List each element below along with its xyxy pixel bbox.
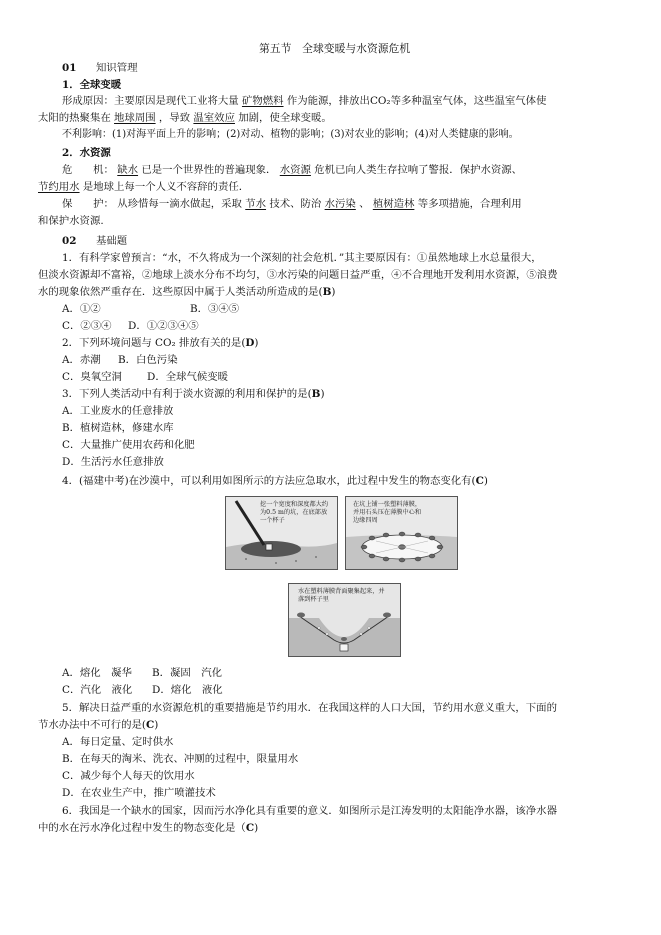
figure-dig-pit-caption: 挖一个宽度和深度都大约为0.5 m的坑，在底部放一个杯子 bbox=[260, 501, 329, 524]
q5-stem-end: 节水办法中不可行的是( bbox=[38, 719, 146, 731]
crisis-line-2 bbox=[38, 182, 249, 192]
q1-close: ) bbox=[331, 286, 336, 298]
q4-option-a: A．熔化 凝华 bbox=[62, 667, 132, 679]
cause-text-mid: 作为能源，排放出CO₂等多种温室气体，这些温室气体使 bbox=[286, 95, 547, 107]
section-label-basic: 基础题 bbox=[96, 235, 128, 247]
q5-close: ) bbox=[154, 719, 159, 731]
q4-close: ) bbox=[483, 475, 488, 487]
protect-text-mid1: 技术、防治 bbox=[269, 198, 322, 210]
blank-water-shortage: 缺水 bbox=[117, 164, 139, 176]
q1-option-c: C．②③④ bbox=[62, 320, 112, 332]
q4-stem bbox=[62, 476, 488, 486]
q3-option-b: B．植树造林，修建水库 bbox=[62, 422, 174, 434]
q5-line-2 bbox=[38, 720, 158, 730]
q3-close: ) bbox=[320, 388, 325, 400]
cause-text-line2-mid: ，导致 bbox=[158, 112, 191, 124]
q6-line-2 bbox=[38, 823, 258, 833]
section-number-02: 02 bbox=[62, 235, 77, 247]
q2-stem-text: 2．下列环境问题与 CO₂ 排放有关的是( bbox=[62, 337, 246, 349]
section-number-01: 01 bbox=[62, 62, 77, 74]
protect-label: 保 护： bbox=[62, 198, 114, 210]
q1-option-a: A．①② bbox=[62, 303, 101, 315]
q4-option-c: C．汽化 液化 bbox=[62, 684, 133, 696]
protect-text-post: 等多项措施，合理利用 bbox=[417, 198, 522, 210]
q3-stem bbox=[62, 389, 325, 399]
figure-cover-plastic bbox=[345, 496, 458, 570]
crisis-text-mid: 已是一个世界性的普遍现象． bbox=[141, 164, 277, 176]
q5-option-b: B．在每天的淘米、洗衣、冲厕的过程中，限量用水 bbox=[62, 753, 299, 765]
q2-answer: D bbox=[245, 337, 255, 349]
q5-line-1: 5．解决日益严重的水资源危机的重要措施是节约用水．在我国这样的人口大国，节约用水意义重大，下面的 bbox=[62, 702, 557, 714]
q1-line-1: 1．有科学家曾预言：“水，不久将成为一个深刻的社会危机．”其主要原因有：①虽然地球上水总量很大， bbox=[62, 252, 542, 264]
q1-line-2: 但淡水资源却不富裕，②地球上淡水分布不均匀，③水污染的问题日益严重，④不合理地开发利用水资源，⑤浪费 bbox=[38, 269, 558, 281]
cause-line-1 bbox=[62, 96, 546, 106]
blank-fossil-fuel: 矿物燃料 bbox=[241, 95, 284, 107]
q4-answer: C bbox=[475, 475, 484, 487]
q3-answer: B bbox=[311, 388, 321, 400]
protect-line-2: 和保护水资源. bbox=[38, 215, 104, 227]
protect-text-mid2: 、 bbox=[359, 198, 370, 210]
blank-around-earth: 地球周围 bbox=[114, 112, 156, 124]
cause-text-line2-post: 加剧，使全球变暖。 bbox=[238, 112, 332, 124]
q2-option-c: C．臭氧空洞 bbox=[62, 371, 122, 383]
q4-option-b: B．凝固 汽化 bbox=[152, 667, 222, 679]
crisis-line2-text: 是地球上每一个人义不容辞的责任． bbox=[82, 181, 250, 193]
q6-close: ) bbox=[254, 822, 259, 834]
q5-option-d: D．在农业生产中，推广喷灌技术 bbox=[62, 787, 216, 799]
blank-water-resource: 水资源 bbox=[279, 164, 311, 176]
q1-stem-end: 水的现象依然严重存在．这些原因中属于人类活动所造成的是( bbox=[38, 286, 323, 298]
q1-answer: B bbox=[322, 286, 332, 298]
blank-save-water: 节约用水 bbox=[38, 181, 80, 193]
q2-stem bbox=[62, 338, 258, 348]
heading-water-resources: 2．水资源 bbox=[62, 147, 111, 159]
figure-water-collect-caption: 水在塑料薄膜背面聚集起来，并落到杯子里 bbox=[298, 588, 385, 603]
q4-stem-text: 4．(福建中考)在沙漠中，可以利用如图所示的方法应急取水，此过程中发生的物态变化有( bbox=[62, 475, 476, 487]
protect-line-1 bbox=[62, 199, 522, 209]
q5-option-a: A．每日定量、定时供水 bbox=[62, 736, 174, 748]
heading-global-warming: 1．全球变暖 bbox=[62, 79, 122, 91]
cause-text-pre: 形成原因：主要原因是现代工业将大量 bbox=[62, 95, 239, 107]
protect-text-pre: 从珍惜每一滴水做起，采取 bbox=[117, 198, 242, 210]
q3-option-c: C．大量推广使用农药和化肥 bbox=[62, 439, 195, 451]
blank-afforestation: 植树造林 bbox=[372, 198, 415, 210]
q3-stem-text: 3．下列人类活动中有利于淡水资源的利用和保护的是( bbox=[62, 388, 312, 400]
q1-line-3 bbox=[38, 287, 335, 297]
figure-cover-plastic-caption: 在坑上铺一张塑料薄膜，并用石头压在薄膜中心和边缘四周 bbox=[353, 501, 422, 524]
page-title: 第五节 全球变暖与水资源危机 bbox=[259, 42, 411, 55]
blank-water-pollution: 水污染 bbox=[324, 198, 356, 210]
figure-water-collect bbox=[288, 583, 401, 657]
q1-option-d: D．①②③④⑤ bbox=[128, 320, 199, 332]
q2-option-b: B．白色污染 bbox=[118, 354, 178, 366]
q5-answer: C bbox=[145, 719, 155, 731]
blank-water-saving: 节水 bbox=[245, 198, 267, 210]
q6-line-1: 6．我国是一个缺水的国家，因而污水净化具有重要的意义．如图所示是江涛发明的太阳能净水器，该净水器 bbox=[62, 805, 557, 817]
q4-option-d: D．熔化 液化 bbox=[152, 684, 223, 696]
section-label-knowledge: 知识管理 bbox=[96, 62, 138, 74]
cause-line-2 bbox=[38, 113, 332, 123]
figure-dig-pit bbox=[225, 496, 338, 570]
q5-option-c: C．减少每个人每天的饮用水 bbox=[62, 770, 195, 782]
q2-close: ) bbox=[254, 337, 259, 349]
q3-option-a: A．工业废水的任意排放 bbox=[62, 405, 174, 417]
cause-text-line2-pre: 太阳的热聚集在 bbox=[38, 112, 111, 124]
q2-option-a: A．赤潮 bbox=[62, 354, 101, 366]
q6-stem-end: 中的水在污水净化过程中发生的物态变化是（ bbox=[38, 822, 246, 834]
crisis-label: 危 机： bbox=[62, 164, 114, 176]
q2-option-d: D．全球气候变暖 bbox=[147, 371, 229, 383]
crisis-text-post: 危机已向人类生存拉响了警报．保护水资源、 bbox=[314, 164, 523, 176]
q6-answer: C bbox=[245, 822, 255, 834]
blank-greenhouse-effect: 温室效应 bbox=[193, 112, 235, 124]
crisis-line-1 bbox=[62, 165, 522, 175]
q1-option-b: B．③④⑤ bbox=[190, 303, 240, 315]
q3-option-d: D．生活污水任意排放 bbox=[62, 456, 164, 468]
effects-line: 不利影响：(1)对海平面上升的影响；(2)对动、植物的影响；(3)对农业的影响；(4)对人类健康的影响。 bbox=[62, 129, 519, 140]
